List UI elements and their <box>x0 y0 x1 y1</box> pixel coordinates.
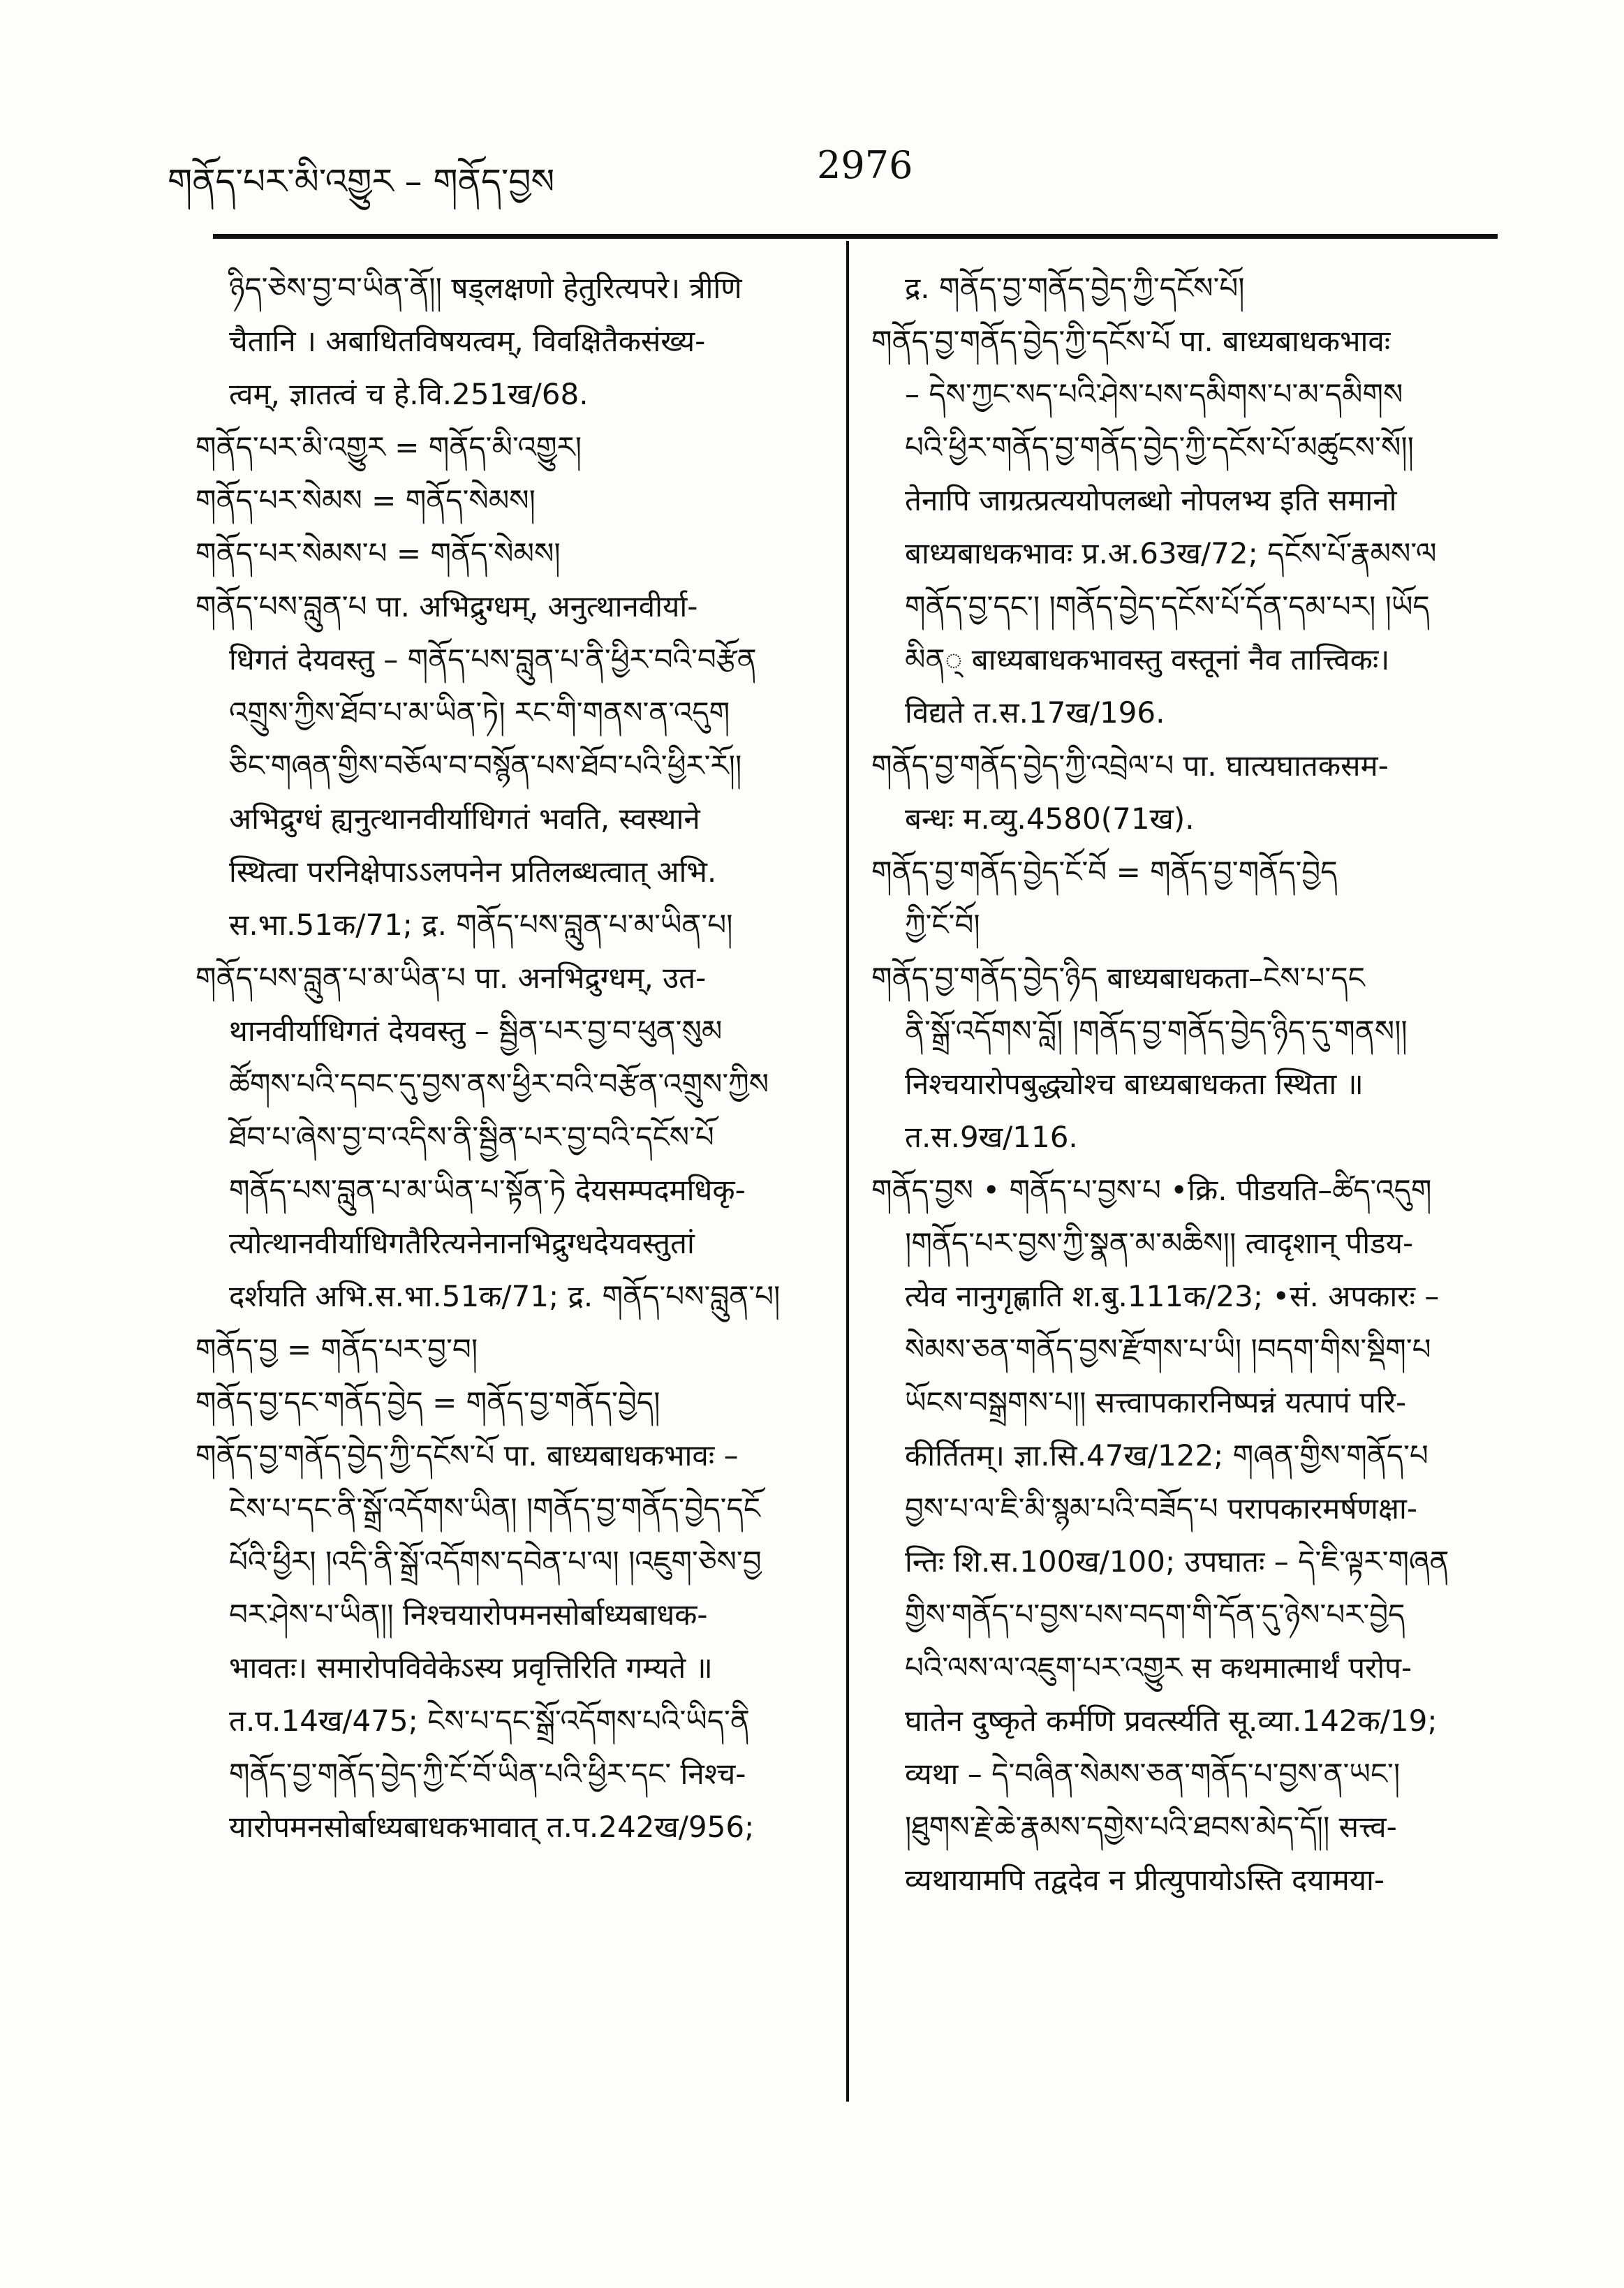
entry-line: त्वम्, ज्ञातत्वं च हे.वि.251ख/68. <box>229 377 589 411</box>
header-rule <box>213 234 1498 239</box>
entry-line: མིན् बाध्यबाधकभावस्तु वस्तूनां नैव तात्त्विकः। <box>905 642 1390 677</box>
entry-line: ཉིད་ཅེས་བྱ་བ་ཡིན་ནོ།། षड्लक्षणो हेतुरित्यपरे। त्रीणि <box>229 271 742 305</box>
entry-line: धिगतं देयवस्तु – གནོད་པས་བླུན་པ་ནི་ཕྱིར་བའི་བརྩོན <box>229 642 757 677</box>
entry-line: གནོད་བྱས • གནོད་པ་བྱས་པ •क्रि. पीडयति–ཚིད་འདུག <box>871 1173 1432 1207</box>
entry-line: विद्यते त.स.17ख/196. <box>905 695 1165 730</box>
entry-line: ཀྱི་ངོ་བོ། <box>905 908 980 942</box>
entry-line: बन्धः म.व्यु.4580(71ख). <box>905 802 1195 836</box>
entry-line: །ཐུགས་རྗེ་ཆེ་རྣམས་དགྱེས་པའི་ཐབས་མེད་དོ།། सत्त्व- <box>905 1810 1397 1844</box>
entry-line: त.स.9ख/116. <box>905 1120 1078 1154</box>
entry-line: གནོད་བྱ་གནོད་བྱེད་ཀྱི་ངོ་བོ་ཡིན་པའི་ཕྱིར་དང་ निश्च- <box>229 1757 746 1791</box>
entry-line: स.भा.51क/71; द्र. གནོད་པས་བླུན་པ་མ་ཡིན་པ། <box>229 908 733 942</box>
entry-line: གནོད་བྱ་དང་། །གནོད་བྱེད་དངོས་པོ་དོན་དམ་པར། །ཡོད <box>905 589 1430 623</box>
entry-line: यारोपमनसोर्बाध्यबाधकभावात् त.प.242ख/956; <box>229 1810 755 1844</box>
entry-line: ཐོབ་པ་ཞེས་བྱ་བ་འདིས་ནི་སྦྱིན་པར་བྱ་བའི་དངོས་པོ <box>229 1120 714 1154</box>
entry-line: – དེས་ཀྱང་སད་པའི་ཤེས་པས་དམིགས་པ་མ་དམིགས <box>905 377 1403 411</box>
entry-line: པའི་ཕྱིར་གནོད་བྱ་གནོད་བྱེད་ཀྱི་དངོས་པོ་མཚུངས་སོ།། <box>905 430 1414 464</box>
entry-line: པའི་ལས་ལ་འཇུག་པར་འགྱུར स कथमात्मार्थं परोप- <box>905 1651 1412 1685</box>
entry-line: निश्चयारोपबुद्ध्योश्च बाध्यबाधकता स्थिता ॥ <box>905 1067 1364 1101</box>
entry-line: घातेन दुष्कृते कर्मणि प्रवर्त्स्यति सू.व्या.142क/19; <box>905 1704 1438 1738</box>
entry-line: व्यथा – དེ་བཞིན་སེམས་ཅན་གནོད་པ་བྱས་ན་ཡང་། <box>905 1757 1401 1791</box>
entry-line: ཅིང་གཞན་གྱིས་བཅོལ་བ་བསྙོན་པས་ཐོབ་པའི་ཕྱིར་རོ།། <box>229 748 742 783</box>
entry-line: ངེས་པ་དང་ནི་སྒྲོ་འདོགས་ཡིན། །གནོད་བྱ་གནོད་བྱེད་དངོ <box>229 1491 761 1526</box>
page-number: 2976 <box>817 143 913 187</box>
entry-line: གནོད་བྱ་གནོད་བྱེད་ངོ་བོ = གནོད་བྱ་གནོད་བྱེད <box>871 855 1338 889</box>
entry-line: ཡོངས་བསྒྲགས་པ།། सत्त्वापकारनिष्पन्नं यत्पापं परि- <box>905 1385 1407 1419</box>
entry-line: གནོད་པར་མི་འགྱུར = གནོད་མི་འགྱུར། <box>195 430 582 464</box>
entry-line: གནོད་བྱ་གནོད་བྱེད་ཀྱི་འབྲེལ་པ पा. घात्यघातकसम- <box>871 748 1389 783</box>
entry-line: གནོད་པས་བླུན་པ་མ་ཡིན་པ पा. अनभिद्रुग्धम्, उत- <box>195 961 707 995</box>
entry-line: གྱིས་གནོད་པ་བྱས་པས་བདག་གི་དོན་དུ་ཉེས་པར་བྱེད <box>905 1597 1405 1632</box>
entry-line: གནོད་པར་སེམས = གནོད་སེམས། <box>195 483 536 517</box>
entry-line: གནོད་པས་བླུན་པ पा. अभिद्रुग्धम्, अनुत्थानवीर्या- <box>195 589 698 623</box>
entry-line: པོའི་ཕྱིར། །འདི་ནི་སྒྲོ་འདོགས་དབེན་པ་ལ། །འཇུག་ཅེས་བྱ <box>229 1544 762 1579</box>
entry-line: གནོད་བྱ་དང་གནོད་བྱེད = གནོད་བྱ་གནོད་བྱེད། <box>195 1385 660 1419</box>
entry-line: स्थित्वा परनिक्षेपाऽऽलपनेन प्रतिलब्धत्वात् अभि. <box>229 855 717 889</box>
entry-line: भावतः। समारोपविवेकेऽस्य प्रवृत्तिरिति गम्यते ॥ <box>229 1651 713 1685</box>
entry-line: །གནོད་པར་བྱས་ཀྱི་སྣན་མ་མཆིས།། त्वादृशान् पीडय- <box>905 1226 1414 1260</box>
entry-line: तेनापि जाग्रत्प्रत्ययोपलब्धो नोपलभ्य इति समानो <box>905 483 1397 517</box>
entry-line: द्र. གནོད་བྱ་གནོད་བྱེད་ཀྱི་དངོས་པོ། <box>905 271 1245 305</box>
entry-line: ཚོགས་པའི་དབང་དུ་བྱས་ནས་ཕྱིར་བའི་བརྩོན་འགྲུས་ཀྱིས <box>229 1067 769 1101</box>
entry-line: त.प.14ख/475; ངེས་པ་དང་སྒྲོ་འདོགས་པའི་ཡིད་ནི <box>229 1704 750 1738</box>
entry-line: ནི་སྒྲོ་འདོགས་བློ། །གནོད་བྱ་གནོད་བྱེད་ཉིད་དུ་གནས།། <box>905 1014 1408 1048</box>
entry-line: འགྲུས་ཀྱིས་ཐོབ་པ་མ་ཡིན་ཏེ། རང་གི་གནས་ན་འདུག <box>229 695 730 730</box>
entry-line: གནོད་བྱ་གནོད་བྱེད་ཀྱི་དངོས་པོ पा. बाध्यबाधकभावः <box>871 324 1391 358</box>
entry-line: त्योत्थानवीर्याधिगतैरित्यनेनानभिद्रुग्धदेयवस्तुतां <box>229 1226 695 1260</box>
entry-line: बाध्यबाधकभावः प्र.अ.63ख/72; དངོས་པོ་རྣམས་ལ <box>905 536 1437 570</box>
column-divider <box>846 241 849 2102</box>
left-column <box>195 262 827 1854</box>
entry-line: व्यथायामपि तद्वदेव न प्रीत्युपायोऽस्ति दयामया- <box>905 1863 1385 1897</box>
entry-line: त्येव नानुगृह्णाति श.बु.111क/23; •सं. अपकारः – <box>905 1279 1440 1313</box>
header-headword-range: གནོད་པར་མི་འགྱུར – གནོད་བྱས <box>168 161 555 202</box>
entry-line: दर्शयति अभि.स.भा.51क/71; द्र. གནོད་པས་བླུན་པ། <box>229 1279 781 1313</box>
entry-line: न्तिः शि.स.100ख/100; उपघातः – དེ་ཇི་ལྟར་གཞན <box>905 1544 1449 1579</box>
entry-line: थानवीर्याधिगतं देयवस्तु – སྦྱིན་པར་བྱ་བ་ཕུན་སུམ <box>229 1014 723 1048</box>
right-column <box>871 262 1500 1907</box>
entry-line: གནོད་བྱ་གནོད་བྱེད་ཉིད बाध्यबाधकता–ངེས་པ་དང <box>871 961 1365 995</box>
entry-line: བྱས་པ་ལ་ཇི་མི་སྙམ་པའི་བཟོད་པ परापकारमर्षणक्षा- <box>905 1491 1418 1526</box>
entry-line: བར་ཤེས་པ་ཡིན།། निश्चयारोपमनसोर्बाध्यबाधक- <box>229 1597 708 1632</box>
entry-line: चैतानि । अबाधितविषयत्वम्, विवक्षितैकसंख्य- <box>229 324 706 358</box>
entry-line: कीर्तितम्। ज्ञा.सि.47ख/122; གཞན་གྱིས་གནོད་པ <box>905 1438 1429 1473</box>
entry-line: གནོད་བྱ = གནོད་པར་བྱ་བ། <box>195 1332 478 1366</box>
entry-line: གནོད་བྱ་གནོད་བྱེད་ཀྱི་དངོས་པོ पा. बाध्यबाधकभावः – <box>195 1438 739 1473</box>
entry-line: གནོད་པས་བླུན་པ་མ་ཡིན་པ་སྟོན་ཏེ देयसम्पदमधिकृ- <box>229 1173 746 1207</box>
entry-line: अभिद्रुग्धं ह्यनुत्थानवीर्याधिगतं भवति, स्वस्थाने <box>229 802 700 836</box>
entry-line: སེམས་ཅན་གནོད་བྱས་རྫོགས་པ་ཡི། །བདག་གིས་སྡིག་པ <box>905 1332 1431 1366</box>
entry-line: གནོད་པར་སེམས་པ = གནོད་སེམས། <box>195 536 561 570</box>
